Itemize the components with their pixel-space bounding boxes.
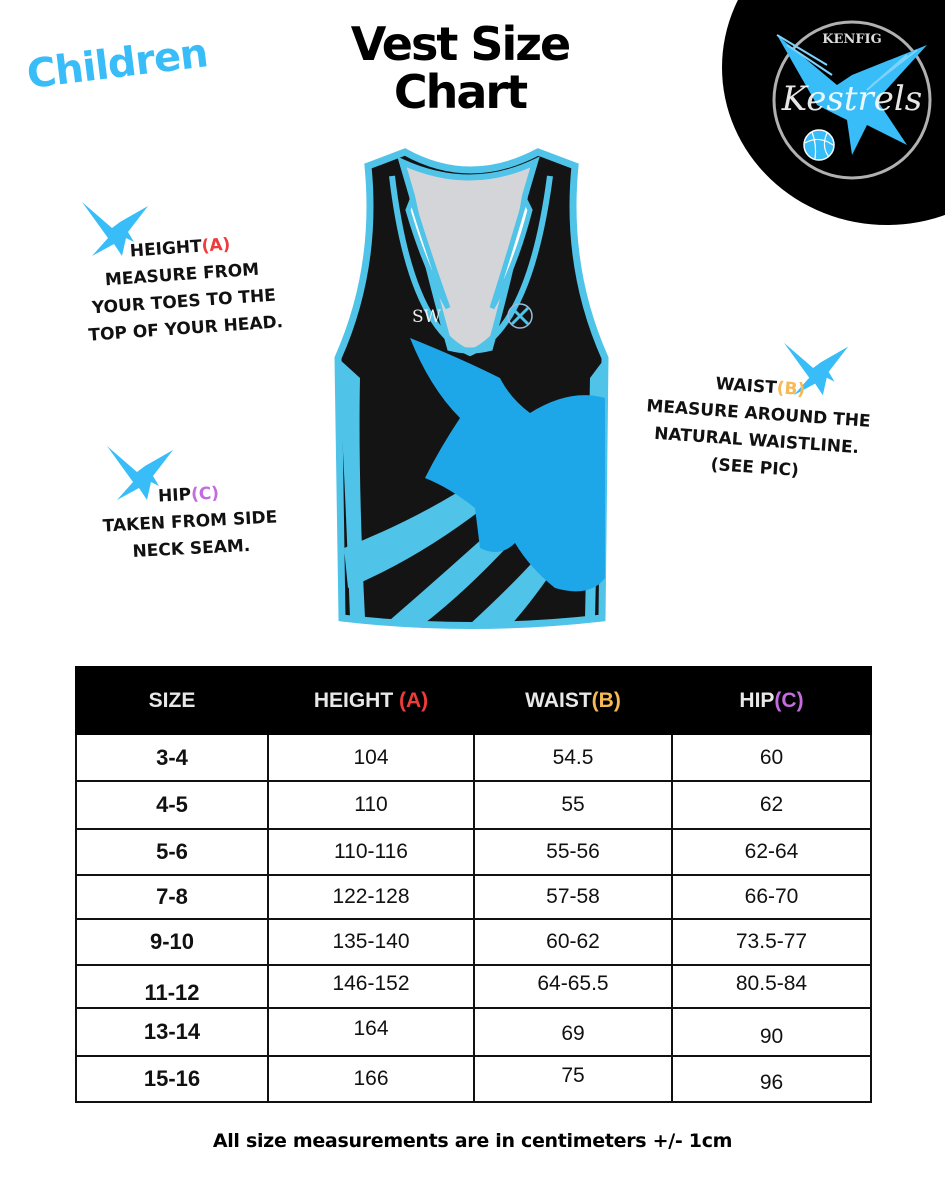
table-row: [76, 734, 871, 781]
cell-waist: 55: [474, 781, 672, 829]
size-table: [75, 666, 872, 1103]
cell-hip: 66-70: [672, 875, 871, 919]
height-instruction: [74, 228, 291, 350]
cell-size: 11-12: [76, 965, 268, 1008]
page-title: [330, 17, 590, 119]
cell-size: 4-5: [76, 781, 268, 829]
hip-line: TAKEN FROM SIDE: [102, 507, 278, 537]
cell-hip: 80.5-84: [672, 965, 871, 1008]
hip-tag: (C): [190, 483, 220, 505]
waist-line: (SEE PIC): [710, 454, 800, 481]
table-row: [76, 781, 871, 829]
cell-waist: 75: [474, 1056, 672, 1102]
cell-height: 122-128: [268, 875, 474, 919]
cell-size: 3-4: [76, 734, 268, 781]
cell-height: 110-116: [268, 829, 474, 875]
cell-waist: 64-65.5: [474, 965, 672, 1008]
hip-line: NECK SEAM.: [132, 535, 251, 563]
waist-instruction: [622, 365, 894, 491]
vest-illustration: [330, 148, 620, 638]
vest-initials: SW: [412, 307, 442, 327]
cell-waist: 57-58: [474, 875, 672, 919]
table-row: [76, 875, 871, 919]
cell-waist: 54.5: [474, 734, 672, 781]
height-label: HEIGHT: [129, 236, 203, 262]
table-row: [76, 1008, 871, 1056]
title-line-1: Vest Size: [350, 17, 570, 71]
waist-line: NATURAL WAISTLINE.: [653, 423, 860, 459]
header-height: HEIGHT (A): [268, 667, 474, 734]
header-waist: WAIST(B): [474, 667, 672, 734]
measurement-note: All size measurements are in centimeters +/- 1cm: [212, 1130, 733, 1152]
cell-size: 5-6: [76, 829, 268, 875]
table-row: [76, 1056, 871, 1102]
height-line: TOP OF YOUR HEAD.: [87, 312, 284, 346]
club-logo: [722, 0, 945, 225]
table-row: [76, 829, 871, 875]
cell-waist: 69: [474, 1008, 672, 1056]
waist-label: WAIST: [714, 373, 778, 399]
table-row: [76, 965, 871, 1008]
table-row: [76, 919, 871, 965]
cell-hip: 96: [672, 1056, 871, 1102]
logo-club-top: KENFIG: [822, 32, 882, 47]
height-tag: (A): [201, 234, 232, 257]
height-line: YOUR TOES TO THE: [91, 285, 277, 319]
cell-size: 7-8: [76, 875, 268, 919]
cell-waist: 55-56: [474, 829, 672, 875]
cell-height: 135-140: [268, 919, 474, 965]
height-line: MEASURE FROM: [104, 259, 260, 291]
hip-label: HIP: [157, 484, 192, 507]
cell-hip: 62-64: [672, 829, 871, 875]
logo-club-script: Kestrels: [781, 79, 923, 119]
cell-height: 164: [268, 1008, 474, 1056]
cell-height: 146-152: [268, 965, 474, 1008]
header-size: SIZE: [76, 667, 268, 734]
header-hip: HIP(C): [672, 667, 871, 734]
hip-instruction: [88, 477, 292, 568]
cell-hip: 60: [672, 734, 871, 781]
waist-tag: (B): [776, 378, 806, 401]
cell-hip: 62: [672, 781, 871, 829]
cell-height: 110: [268, 781, 474, 829]
title-line-2: Chart: [393, 65, 527, 119]
kestrel-volleyball-logo-icon: [757, 5, 945, 195]
audience-label: Children: [24, 30, 210, 99]
cell-height: 104: [268, 734, 474, 781]
cell-waist: 60-62: [474, 919, 672, 965]
table-header-row: [76, 667, 871, 734]
cell-hip: 90: [672, 1008, 871, 1056]
waist-line: MEASURE AROUND THE: [645, 396, 872, 432]
cell-size: 9-10: [76, 919, 268, 965]
cell-size: 15-16: [76, 1056, 268, 1102]
cell-size: 13-14: [76, 1008, 268, 1056]
cell-height: 166: [268, 1056, 474, 1102]
cell-hip: 73.5-77: [672, 919, 871, 965]
